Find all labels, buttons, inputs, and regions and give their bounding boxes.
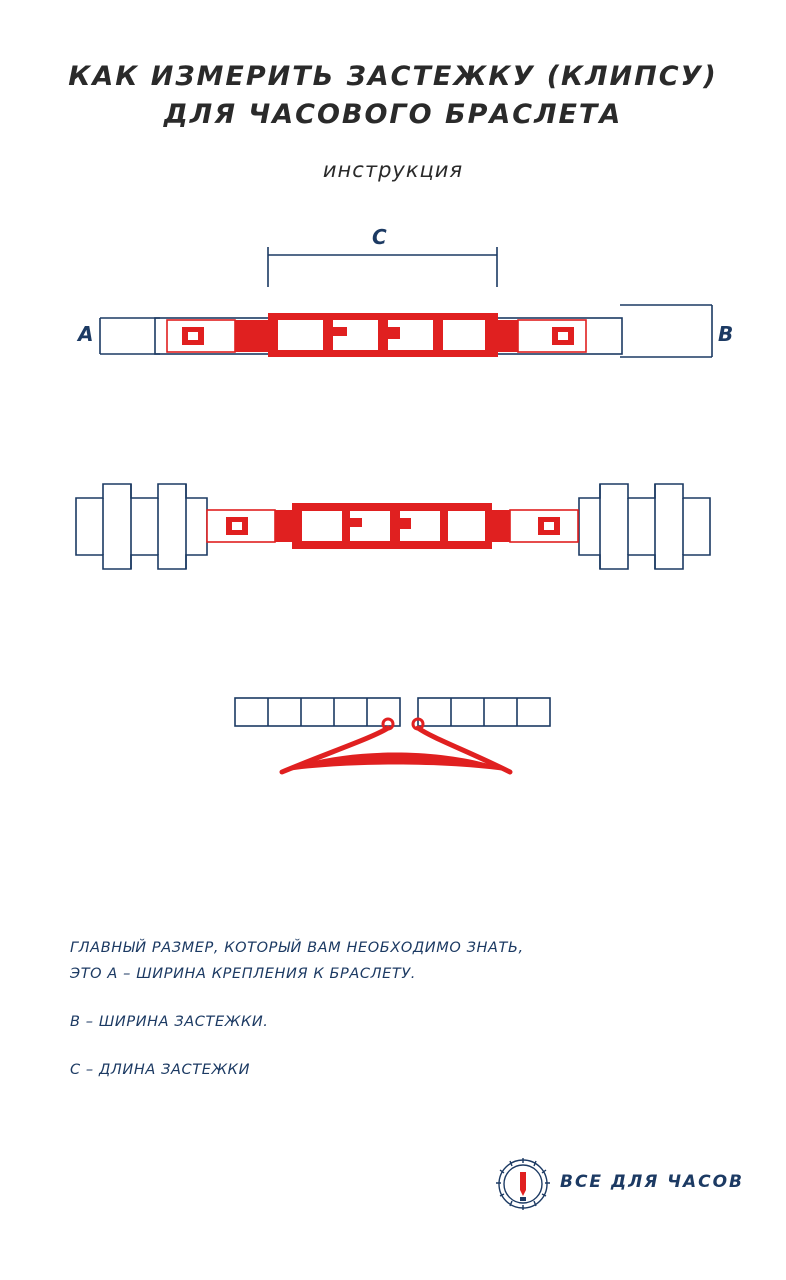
brand-name: ВСЕ ДЛЯ ЧАСОВ bbox=[560, 1172, 745, 1192]
figure-clasp-with-links bbox=[0, 470, 786, 600]
title-line-1: КАК ИЗМЕРИТЬ ЗАСТЕЖКУ (КЛИПСУ) bbox=[68, 61, 718, 92]
title-line-2: ДЛЯ ЧАСОВОГО БРАСЛЕТА bbox=[163, 99, 623, 130]
figure-clasp-top-view bbox=[0, 215, 786, 375]
dimension-line-c bbox=[268, 247, 497, 287]
label-b: B bbox=[718, 322, 734, 346]
dimension-bracket-b bbox=[620, 305, 712, 357]
instruction-notes bbox=[70, 935, 710, 1083]
label-c: C bbox=[372, 225, 387, 249]
brand-logo bbox=[488, 1150, 748, 1220]
watch-hand-red bbox=[520, 1172, 526, 1201]
figure-clasp-open-side-view bbox=[0, 680, 786, 810]
watch-gear-icon bbox=[488, 1150, 558, 1218]
note-line-4: C – ДЛИНА ЗАСТЕЖКИ bbox=[70, 1062, 251, 1078]
clasp-body-top bbox=[167, 313, 586, 357]
clasp-body-middle bbox=[207, 503, 578, 549]
note-line-1: ГЛАВНЫЙ РАЗМЕР, КОТОРЫЙ ВАМ НЕОБХОДИМО ЗНАТЬ, bbox=[70, 940, 524, 956]
note-line-3: B – ШИРИНА ЗАСТЕЖКИ. bbox=[70, 1014, 269, 1030]
label-a: A bbox=[78, 322, 94, 346]
dimension-bracket-a bbox=[100, 318, 160, 354]
bracelet-links-left bbox=[76, 484, 207, 569]
bracelet-links-right bbox=[579, 484, 710, 569]
page-title bbox=[0, 58, 786, 134]
page-subtitle: инструкция bbox=[322, 158, 464, 182]
note-line-2: ЭТО A – ШИРИНА КРЕПЛЕНИЯ К БРАСЛЕТУ. bbox=[70, 966, 416, 982]
